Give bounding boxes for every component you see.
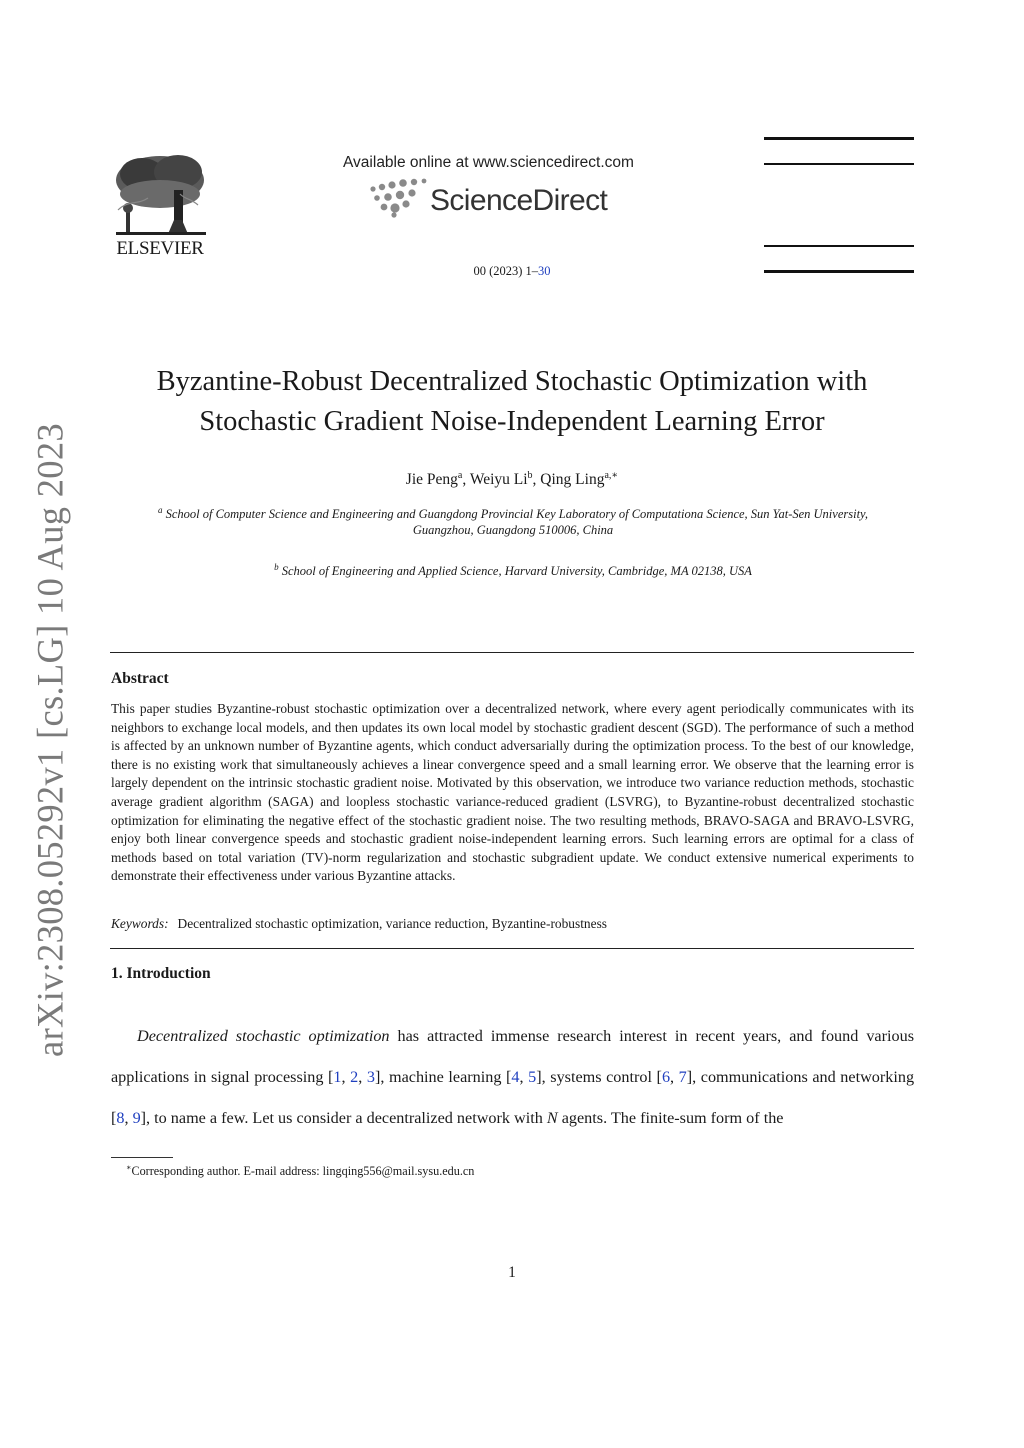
- intro-text: ,: [670, 1068, 679, 1087]
- intro-emphasis: Decentralized stochastic optimization: [137, 1027, 390, 1045]
- citation-link[interactable]: 6: [661, 1068, 671, 1087]
- citation-link[interactable]: 8: [116, 1109, 125, 1128]
- corresponding-author-footnote: [126, 1163, 474, 1179]
- affiliation-text: School of Engineering and Applied Science, Harvard University, Cambridge, MA 02138, USA: [281, 564, 752, 579]
- abstract-top-rule: [110, 652, 914, 653]
- header-rule-4: [764, 270, 914, 273]
- journal-page-range-prefix: 00 (2023) 1–: [473, 264, 539, 278]
- header-rule-1: [764, 137, 914, 140]
- author-name: Jie Peng: [405, 471, 458, 489]
- author-name: Weiyu Li: [469, 471, 528, 489]
- citation-link[interactable]: 2: [350, 1068, 359, 1087]
- affiliation-text-line-2: Guangzhou, Guangdong 510006, China: [412, 523, 614, 538]
- intro-text: ,: [124, 1109, 133, 1128]
- abstract-bottom-rule: [110, 948, 914, 949]
- affiliation-b: [118, 559, 908, 579]
- author-affiliation-mark: a,∗: [604, 470, 619, 481]
- affiliation-a: [118, 502, 908, 538]
- introduction-paragraph: [111, 1016, 914, 1140]
- citation-link[interactable]: 9: [132, 1109, 141, 1128]
- footnote-rule: [111, 1157, 173, 1158]
- available-online-text: Available online at www.sciencedirect.com: [343, 154, 634, 171]
- sciencedirect-wordmark: ScienceDirect: [430, 184, 608, 217]
- intro-text: has attracted immense research interest in recent years, and found various applications in signal processing [: [111, 1027, 914, 1087]
- keywords: [111, 916, 607, 932]
- intro-text: ,: [358, 1068, 367, 1087]
- author-affiliation-mark: b: [527, 470, 533, 481]
- page-number: 1: [508, 1264, 516, 1281]
- paper-title-line-1: Byzantine-Robust Decentralized Stochastic Optimization with: [156, 366, 868, 397]
- section-heading-introduction: 1. Introduction: [111, 965, 211, 982]
- footnote-text: Corresponding author. E-mail address: lingqing556@mail.sysu.edu.cn: [131, 1164, 475, 1179]
- variable-n: N: [546, 1109, 558, 1128]
- affiliation-text: School of Computer Science and Engineering and Guangdong Provincial Key Laboratory of Computationa Science, Sun Yat-Sen University,: [165, 507, 869, 522]
- affiliation-mark: a: [157, 505, 163, 515]
- elsevier-wordmark: ELSEVIER: [116, 238, 204, 259]
- citation-link[interactable]: 3: [366, 1068, 375, 1087]
- keywords-text: Decentralized stochastic optimization, variance reduction, Byzantine-robustness: [177, 916, 607, 931]
- author-list: Jie Peng$^a$, Weiyu Li$^b$, Qing Ling$^{a,∗}$: [405, 470, 619, 489]
- keywords-label: Keywords:: [111, 916, 169, 931]
- footnote-mark: ∗: [126, 1163, 132, 1172]
- intro-text: ], machine learning [: [374, 1068, 512, 1087]
- citation-link[interactable]: 5: [528, 1068, 537, 1087]
- affiliation-mark: b: [274, 562, 279, 572]
- sciencedirect-dots-icon: [368, 178, 430, 218]
- author-name: Qing Ling: [540, 471, 605, 489]
- header-rule-3: [764, 245, 914, 247]
- abstract-heading: Abstract: [111, 670, 169, 687]
- intro-text: ,: [519, 1068, 529, 1087]
- citation-link[interactable]: 7: [678, 1068, 687, 1087]
- intro-text: agents. The finite-sum form of the: [557, 1109, 784, 1128]
- last-page-link[interactable]: 30: [538, 264, 551, 278]
- header-rule-2: [764, 163, 914, 165]
- intro-text: ,: [341, 1068, 351, 1087]
- arxiv-identifier-stamp: arXiv:2308.05292v1 [cs.LG] 10 Aug 2023: [29, 423, 71, 1057]
- paper-title-line-2: Stochastic Gradient Noise-Independent Learning Error: [199, 406, 825, 437]
- author-affiliation-mark: a: [457, 470, 463, 481]
- intro-text: ], to name a few. Let us consider a decentralized network with: [140, 1109, 547, 1128]
- intro-text: ], communications and networking [: [111, 1068, 915, 1128]
- intro-text: ], systems control [: [536, 1068, 662, 1087]
- citation-link[interactable]: 4: [511, 1068, 520, 1087]
- abstract-body: This paper studies Byzantine-robust stochastic optimization over a decentralized network, where every agent periodically communicates with its neighbors to exchange local models, and then updates its own local model by stochastic gradient descent (SGD). The performance of such a method is affected by an unknown number of Byzantine agents, which conduct adversarially during the optimization process. To the best of our knowledge, there is no existing work that simultaneously achieves a linear convergence speed and a small learning error. We observe that the learning error is largely dependent on the intrinsic stochastic gradient noise. Motivated by this observation, we introduce two variance reduction methods, stochastic average gradient algorithm (SAGA) and loopless stochastic variance-reduced gradient (LSVRG), to Byzantine-robust decentralized stochastic optimization for eliminating the negative effect of the stochastic gradient noise. The two resulting methods, BRAVO-SAGA and BRAVO-LSVRG, enjoy both linear convergence speeds and stochastic gradient noise-independent learning errors. Such learning errors are optimal for a class of methods based on total variation (TV)-norm regularization and stochastic subgradient update. We conduct extensive numerical experiments to demonstrate their effectiveness under various Byzantine attacks.: [111, 701, 914, 884]
- paper-title: [100, 362, 924, 442]
- citation-link[interactable]: 1: [333, 1068, 342, 1087]
